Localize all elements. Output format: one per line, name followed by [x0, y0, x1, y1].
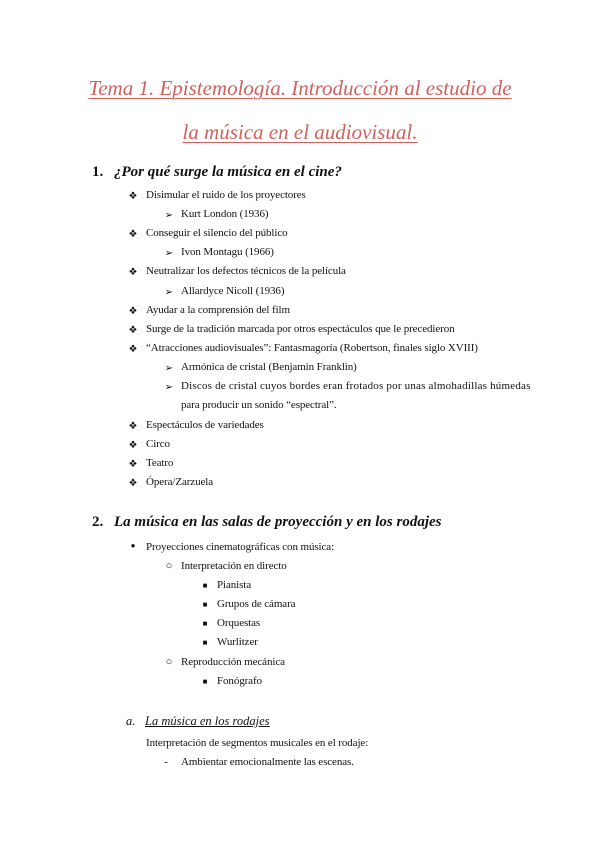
- list-item: Proyecciones cinematográficas con música:: [146, 541, 335, 553]
- diamond-bullet-icon: ❖: [128, 440, 138, 451]
- list-item: Ivon Montagu (1966): [181, 246, 274, 258]
- list-item: Reproducción mecánica: [181, 656, 285, 668]
- list-item: Grupos de cámara: [217, 598, 296, 610]
- square-bullet-icon: ■: [202, 600, 208, 609]
- list-item: Kurt London (1936): [181, 208, 269, 220]
- list-item: “Atracciones audiovisuales”: Fantasmagoría (Robertson, finales siglo XVIII): [146, 342, 478, 354]
- subsection-a-heading: [126, 714, 270, 729]
- list-item: Ópera/Zarzuela: [146, 476, 213, 488]
- section-2-number: 2.: [92, 514, 104, 530]
- list-item: Pianista: [217, 579, 252, 591]
- list-item: Circo: [146, 438, 170, 450]
- diamond-bullet-icon: ❖: [128, 421, 138, 432]
- list-item: Armónica de cristal (Benjamin Franklin): [181, 361, 357, 373]
- list-item-continuation: para producir un sonido “espectral”.: [181, 399, 337, 411]
- diamond-bullet-icon: ❖: [128, 459, 138, 470]
- list-item: Ambientar emocionalmente las escenas.: [181, 756, 354, 768]
- diamond-bullet-icon: ❖: [128, 267, 138, 278]
- arrow-bullet-icon: ➢: [164, 287, 174, 298]
- list-item: Interpretación en directo: [181, 560, 287, 572]
- subsection-a-text: Interpretación de segmentos musicales en el rodaje:: [146, 737, 369, 749]
- dash-bullet-icon: -: [164, 756, 168, 768]
- diamond-bullet-icon: ❖: [128, 325, 138, 336]
- subsection-a-label: a.: [126, 714, 136, 728]
- diamond-bullet-icon: ❖: [128, 478, 138, 489]
- square-bullet-icon: ■: [202, 581, 208, 590]
- section-1-heading: [92, 164, 342, 181]
- list-item: Teatro: [146, 457, 174, 469]
- circle-bullet-icon: ○: [165, 656, 173, 668]
- list-item: Ayudar a la comprensión del film: [146, 304, 290, 316]
- disc-bullet-icon: ●: [130, 541, 136, 550]
- document-title-line-1: Tema 1. Epistemología. Introducción al estudio de: [88, 76, 512, 100]
- section-1-number: 1.: [92, 164, 104, 180]
- list-item: Discos de cristal cuyos bordes eran frotados por unas almohadillas húmedas: [181, 380, 531, 392]
- section-1-heading-text: ¿Por qué surge la música en el cine?: [114, 164, 342, 180]
- arrow-bullet-icon: ➢: [164, 210, 174, 221]
- list-item: Neutralizar los defectos técnicos de la película: [146, 265, 346, 277]
- list-item: Allardyce Nicoll (1936): [181, 285, 285, 297]
- diamond-bullet-icon: ❖: [128, 191, 138, 202]
- circle-bullet-icon: ○: [165, 560, 173, 572]
- arrow-bullet-icon: ➢: [164, 382, 174, 393]
- subsection-a-heading-text: La música en los rodajes: [145, 714, 270, 728]
- arrow-bullet-icon: ➢: [164, 363, 174, 374]
- list-item: Conseguir el silencio del público: [146, 227, 288, 239]
- diamond-bullet-icon: ❖: [128, 229, 138, 240]
- list-item: Orquestas: [217, 617, 261, 629]
- square-bullet-icon: ■: [202, 677, 208, 686]
- list-item: Fonógrafo: [217, 675, 262, 687]
- list-item: Wurlitzer: [217, 636, 258, 648]
- section-2-heading-text: La música en las salas de proyección y en los rodajes: [114, 514, 442, 530]
- square-bullet-icon: ■: [202, 638, 208, 647]
- arrow-bullet-icon: ➢: [164, 248, 174, 259]
- list-item: Disimular el ruido de los proyectores: [146, 189, 306, 201]
- document-title-line-2: la música en el audiovisual.: [182, 120, 418, 144]
- diamond-bullet-icon: ❖: [128, 344, 138, 355]
- list-item: Espectáculos de variedades: [146, 419, 264, 431]
- list-item: Surge de la tradición marcada por otros espectáculos que le precedieron: [146, 323, 455, 335]
- section-2-heading: [92, 514, 441, 531]
- square-bullet-icon: ■: [202, 619, 208, 628]
- diamond-bullet-icon: ❖: [128, 306, 138, 317]
